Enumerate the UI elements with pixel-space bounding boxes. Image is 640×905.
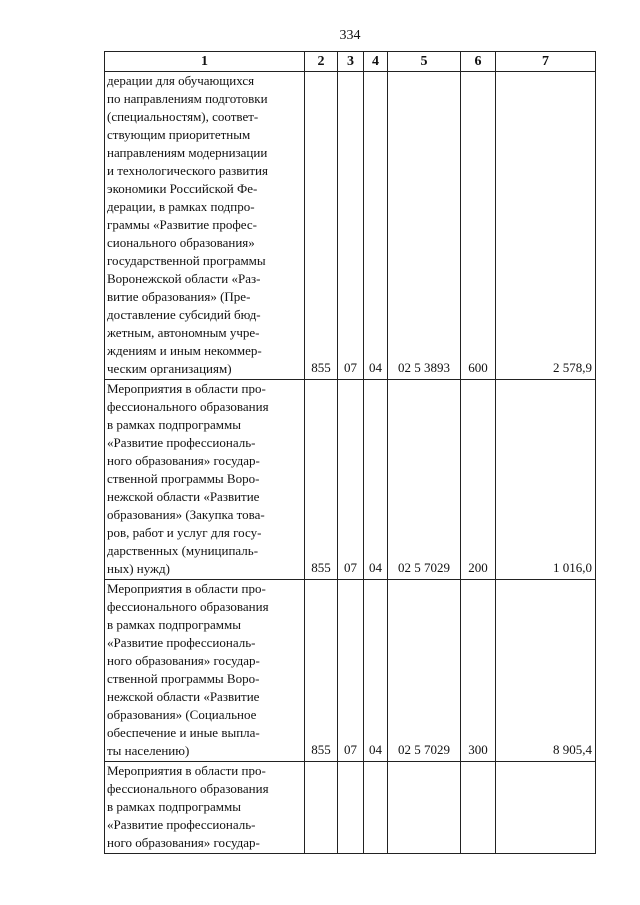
expense-type-code: 600 [461, 72, 496, 380]
column-header-4: 4 [364, 52, 388, 72]
target-article-code [388, 762, 461, 854]
table-row [105, 762, 596, 854]
column-header-1: 1 [105, 52, 305, 72]
column-header-2: 2 [305, 52, 338, 72]
table-header-row [105, 52, 596, 72]
subsection-code: 04 [364, 72, 388, 380]
subsection-code: 04 [364, 580, 388, 762]
budget-table [104, 51, 596, 854]
section-code: 07 [338, 380, 364, 580]
ministry-code: 855 [305, 380, 338, 580]
amount: 8 905,4 [496, 580, 596, 762]
subsection-code [364, 762, 388, 854]
row-description: Мероприятия в области про- фессионального образования в рамках подпрограммы «Развитие профессиональ- ного образования» государ- ственной программы Воро- нежской области «Развитие образования» (Закупка това- ров, работ и услуг для госу- дарственных (муниципаль- ных) нужд) [105, 380, 305, 580]
ministry-code [305, 762, 338, 854]
amount [496, 762, 596, 854]
table-row [105, 380, 596, 580]
amount: 1 016,0 [496, 380, 596, 580]
column-header-5: 5 [388, 52, 461, 72]
expense-type-code: 200 [461, 380, 496, 580]
table-row [105, 580, 596, 762]
target-article-code: 02 5 7029 [388, 380, 461, 580]
page-number: 334 [339, 28, 361, 43]
section-code [338, 762, 364, 854]
row-description: Мероприятия в области про- фессионального образования в рамках подпрограммы «Развитие профессиональ- ного образования» государ- ственной программы Воро- нежской области «Развитие образования» (Социальное обеспечение и иные выпла- ты населению) [105, 580, 305, 762]
target-article-code: 02 5 7029 [388, 580, 461, 762]
section-code: 07 [338, 580, 364, 762]
expense-type-code [461, 762, 496, 854]
target-article-code: 02 5 3893 [388, 72, 461, 380]
subsection-code: 04 [364, 380, 388, 580]
table-row [105, 72, 596, 380]
column-header-3: 3 [338, 52, 364, 72]
expense-type-code: 300 [461, 580, 496, 762]
column-header-6: 6 [461, 52, 496, 72]
row-description: Мероприятия в области про- фессионального образования в рамках подпрограммы «Развитие профессиональ- ного образования» государ- [105, 762, 305, 854]
amount: 2 578,9 [496, 72, 596, 380]
section-code: 07 [338, 72, 364, 380]
ministry-code: 855 [305, 72, 338, 380]
column-header-7: 7 [496, 52, 596, 72]
row-description: дерации для обучающихся по направлениям подготовки (специальностям), соответ- ствующим приоритетным направлениям модернизации и технологического развития экономики Российской Фе- дерации, в рамках подпро- граммы «Развитие профес- сионального образования» государственной программы Воронежской области «Раз- витие образования» (Пре- доставление субсидий бюд- жетным, автономным учре- ждениям и иным некоммер- ческим организациям) [105, 72, 305, 380]
ministry-code: 855 [305, 580, 338, 762]
